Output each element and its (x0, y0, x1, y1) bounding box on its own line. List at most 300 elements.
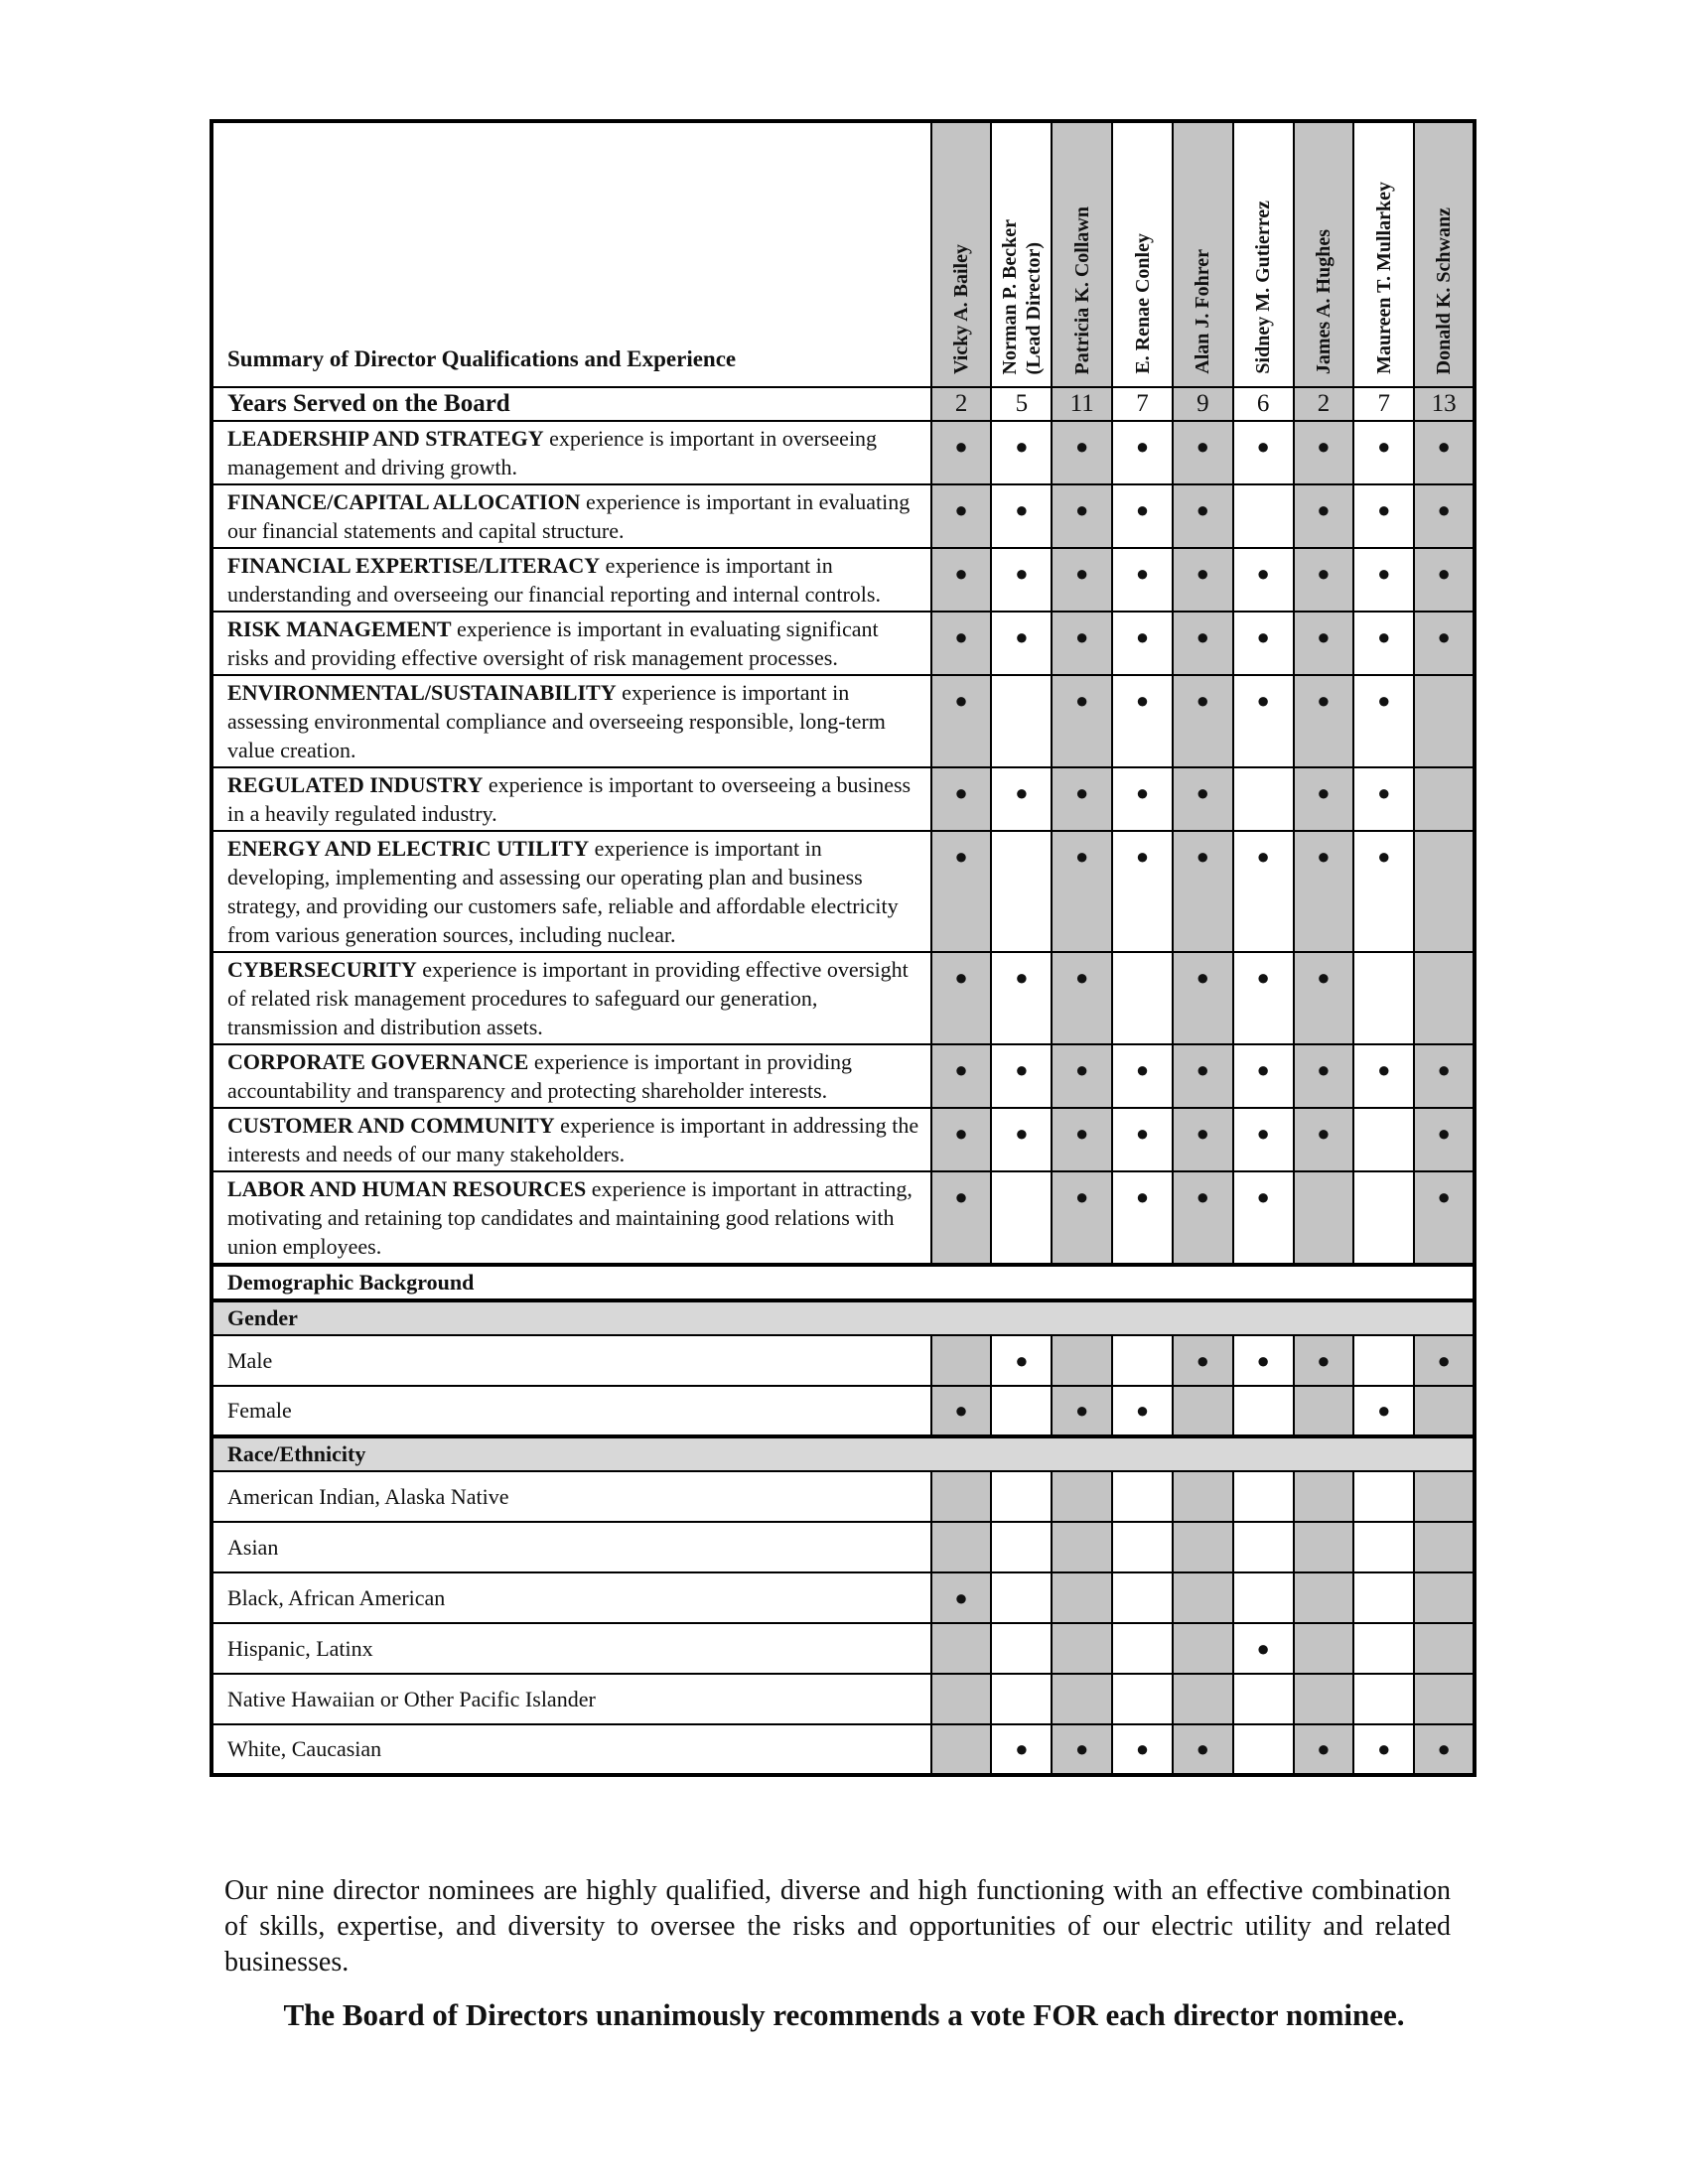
summary-paragraph: Our nine director nominees are highly qualified, diverse and high functioning with an effective combination of skills, expertise, and diversity to oversee the risks and opportunities of our electric utility and related businesses. (224, 1875, 1451, 1978)
skill-row (211, 831, 1475, 952)
bullet-mark: ● (954, 1184, 968, 1209)
skill-mark-cell (991, 831, 1052, 952)
bullet-mark: ● (1075, 688, 1089, 713)
skill-mark-cell (1294, 421, 1354, 484)
gender-row (211, 1386, 1475, 1436)
bullet-mark: ● (1075, 1057, 1089, 1082)
bullet-mark: ● (1015, 965, 1029, 990)
director-role: (Lead Director) (1022, 241, 1045, 374)
skill-row (211, 767, 1475, 831)
skill-mark-cell (991, 612, 1052, 675)
years-value: 7 (1353, 387, 1414, 421)
director-header (931, 121, 992, 387)
skill-mark-cell (1112, 612, 1173, 675)
race-heading-row (211, 1436, 1475, 1471)
skill-description (211, 952, 931, 1044)
race-label: American Indian, Alaska Native (211, 1471, 931, 1522)
bullet-mark: ● (1015, 1736, 1029, 1761)
bullet-mark: ● (1437, 1347, 1451, 1373)
skill-title: FINANCE/CAPITAL ALLOCATION (227, 489, 581, 514)
bullet-mark: ● (1015, 434, 1029, 459)
skill-row (211, 1171, 1475, 1265)
race-mark-cell (931, 1471, 992, 1522)
bullet-mark: ● (1317, 1057, 1331, 1082)
years-value: 2 (1294, 387, 1354, 421)
race-mark-cell (1112, 1471, 1173, 1522)
bullet-mark: ● (1256, 1121, 1270, 1146)
race-mark-cell (931, 1674, 992, 1724)
bullet-mark: ● (1317, 1736, 1331, 1761)
skill-mark-cell (931, 767, 992, 831)
race-mark-cell (1233, 1471, 1294, 1522)
skill-mark-cell (1233, 831, 1294, 952)
race-mark-cell (1173, 1572, 1233, 1623)
skill-mark-cell (1112, 421, 1173, 484)
skill-mark-cell (931, 1108, 992, 1171)
skill-mark-cell (1353, 675, 1414, 767)
race-label: Native Hawaiian or Other Pacific Islander (211, 1674, 931, 1724)
bullet-mark: ● (954, 1057, 968, 1082)
director-header (1052, 121, 1112, 387)
gender-mark-cell (1112, 1335, 1173, 1386)
bullet-mark: ● (954, 780, 968, 805)
skill-mark-cell (991, 484, 1052, 548)
race-mark-cell (1233, 1522, 1294, 1572)
skill-mark-cell (1173, 548, 1233, 612)
skill-mark-cell (1233, 1171, 1294, 1265)
bullet-mark: ● (954, 561, 968, 586)
skill-mark-cell (1052, 952, 1112, 1044)
race-mark-cell (1414, 1674, 1475, 1724)
years-value: 2 (931, 387, 992, 421)
race-mark-cell (1052, 1674, 1112, 1724)
bullet-mark: ● (1135, 688, 1150, 713)
race-row (211, 1623, 1475, 1674)
skill-mark-cell (1353, 831, 1414, 952)
skill-mark-cell (1353, 612, 1414, 675)
bullet-mark: ● (1317, 965, 1331, 990)
demographic-section-row (211, 1265, 1475, 1300)
bullet-mark: ● (1256, 1635, 1270, 1661)
gender-mark-cell (1052, 1335, 1112, 1386)
skill-row (211, 548, 1475, 612)
gender-mark-cell (991, 1335, 1052, 1386)
skill-mark-cell (1173, 1171, 1233, 1265)
gender-mark-cell (1233, 1335, 1294, 1386)
bullet-mark: ● (954, 1398, 968, 1423)
bullet-mark: ● (1196, 1347, 1209, 1373)
director-name-line: Alan J. Fohrer (1192, 249, 1214, 374)
bullet-mark: ● (1377, 434, 1391, 459)
skill-detail: experience is important to overseeing a business in a heavily regulated industry. (227, 772, 912, 826)
years-label: Years Served on the Board (211, 387, 931, 421)
skill-mark-cell (1414, 767, 1475, 831)
race-mark-cell (991, 1623, 1052, 1674)
race-label: Asian (211, 1522, 931, 1572)
skill-mark-cell (1414, 484, 1475, 548)
skill-mark-cell (1233, 1044, 1294, 1108)
director-header (991, 121, 1052, 387)
years-value: 11 (1052, 387, 1112, 421)
bullet-mark: ● (1196, 434, 1209, 459)
bullet-mark: ● (1135, 497, 1150, 522)
skill-mark-cell (1052, 1044, 1112, 1108)
bullet-mark: ● (1437, 1736, 1451, 1761)
bullet-mark: ● (1377, 1057, 1391, 1082)
director-name-line: Patricia K. Collawn (1070, 205, 1093, 374)
skill-detail: experience is important in providing accountability and transparency and protecting shareholder interests. (227, 1049, 852, 1103)
bullet-mark: ● (1317, 561, 1331, 586)
bullet-mark: ● (954, 1121, 968, 1146)
bullet-mark: ● (1196, 624, 1209, 649)
skill-mark-cell (991, 548, 1052, 612)
skill-mark-cell (1112, 952, 1173, 1044)
skill-detail: experience is important in developing, implementing and assessing our operating plan and business strategy, and providing our customers safe, reliable and affordable electricity from various generation sources, including nuclear. (227, 836, 899, 947)
race-row (211, 1572, 1475, 1623)
director-name (1432, 207, 1456, 374)
director-header (1414, 121, 1475, 387)
skill-mark-cell (1173, 612, 1233, 675)
bullet-mark: ● (1135, 1057, 1150, 1082)
skill-mark-cell (931, 421, 992, 484)
race-mark-cell (1173, 1623, 1233, 1674)
skill-title: LEADERSHIP AND STRATEGY (227, 426, 544, 451)
years-value: 13 (1414, 387, 1475, 421)
skill-mark-cell (991, 767, 1052, 831)
bullet-mark: ● (1015, 1121, 1029, 1146)
skill-mark-cell (1112, 831, 1173, 952)
skill-mark-cell (1294, 484, 1354, 548)
skill-mark-cell (1112, 548, 1173, 612)
bullet-mark: ● (1135, 434, 1150, 459)
bullet-mark: ● (1135, 844, 1150, 869)
skill-mark-cell (991, 1171, 1052, 1265)
race-mark-cell (931, 1572, 992, 1623)
race-mark-cell (1414, 1522, 1475, 1572)
bullet-mark: ● (1015, 624, 1029, 649)
bullet-mark: ● (1317, 780, 1331, 805)
bullet-mark: ● (954, 965, 968, 990)
skill-mark-cell (1112, 484, 1173, 548)
skill-mark-cell (1052, 612, 1112, 675)
bullet-mark: ● (1135, 561, 1150, 586)
skill-mark-cell (1294, 767, 1354, 831)
bullet-mark: ● (1377, 497, 1391, 522)
bullet-mark: ● (1437, 497, 1451, 522)
bullet-mark: ● (1135, 1398, 1150, 1423)
skill-description (211, 484, 931, 548)
bullet-mark: ● (1196, 1736, 1209, 1761)
skill-mark-cell (1414, 612, 1475, 675)
skill-title: RISK MANAGEMENT (227, 616, 452, 641)
skill-mark-cell (1112, 675, 1173, 767)
bullet-mark: ● (1135, 1736, 1150, 1761)
director-name (1191, 249, 1214, 374)
gender-mark-cell (1414, 1335, 1475, 1386)
bullet-mark: ● (1377, 844, 1391, 869)
gender-mark-cell (1414, 1386, 1475, 1436)
years-value: 7 (1112, 387, 1173, 421)
bullet-mark: ● (1377, 688, 1391, 713)
skill-description (211, 612, 931, 675)
bullet-mark: ● (954, 497, 968, 522)
skill-mark-cell (1353, 767, 1414, 831)
gender-mark-cell (1353, 1335, 1414, 1386)
director-header (1353, 121, 1414, 387)
race-mark-cell (1353, 1674, 1414, 1724)
skill-mark-cell (931, 952, 992, 1044)
race-mark-cell (1353, 1724, 1414, 1775)
gender-mark-cell (991, 1386, 1052, 1436)
bullet-mark: ● (1075, 497, 1089, 522)
race-mark-cell (931, 1724, 992, 1775)
skill-mark-cell (1052, 421, 1112, 484)
skill-mark-cell (1294, 831, 1354, 952)
director-name (1131, 233, 1155, 374)
header-row (211, 121, 1475, 387)
skill-description (211, 421, 931, 484)
skill-mark-cell (1414, 1171, 1475, 1265)
skill-mark-cell (1173, 831, 1233, 952)
years-value: 6 (1233, 387, 1294, 421)
race-mark-cell (1052, 1623, 1112, 1674)
bullet-mark: ● (1377, 1736, 1391, 1761)
bullet-mark: ● (1196, 1121, 1209, 1146)
race-mark-cell (1414, 1572, 1475, 1623)
skill-detail: experience is important in addressing the interests and needs of our many stakeholders. (227, 1113, 919, 1166)
race-mark-cell (1294, 1724, 1354, 1775)
bullet-mark: ● (954, 1584, 968, 1610)
skill-description (211, 1108, 931, 1171)
skill-description (211, 675, 931, 767)
skill-mark-cell (1294, 952, 1354, 1044)
bullet-mark: ● (1015, 1057, 1029, 1082)
skill-title: CYBERSECURITY (227, 957, 417, 982)
bullet-mark: ● (1377, 780, 1391, 805)
bullet-mark: ● (1075, 1184, 1089, 1209)
skill-row (211, 675, 1475, 767)
race-mark-cell (1414, 1724, 1475, 1775)
skill-mark-cell (991, 675, 1052, 767)
skill-mark-cell (1294, 1044, 1354, 1108)
skill-mark-cell (931, 1044, 992, 1108)
bullet-mark: ● (1075, 844, 1089, 869)
gender-row (211, 1335, 1475, 1386)
race-row (211, 1674, 1475, 1724)
gender-heading: Gender (211, 1300, 1475, 1335)
years-row (211, 387, 1475, 421)
skill-detail: experience is important in providing effective oversight of related risk management procedures to safeguard our generation, transmission and distribution assets. (227, 957, 909, 1039)
bullet-mark: ● (1015, 1347, 1029, 1373)
bullet-mark: ● (1196, 497, 1209, 522)
skill-mark-cell (1112, 767, 1173, 831)
skill-description (211, 548, 931, 612)
skill-mark-cell (931, 675, 992, 767)
race-mark-cell (991, 1674, 1052, 1724)
director-name (998, 219, 1046, 374)
bullet-mark: ● (1256, 1347, 1270, 1373)
skill-mark-cell (1233, 484, 1294, 548)
skill-mark-cell (1294, 1108, 1354, 1171)
skill-mark-cell (1173, 767, 1233, 831)
bullet-mark: ● (1256, 561, 1270, 586)
skill-mark-cell (1414, 421, 1475, 484)
skill-detail: experience is important in attracting, motivating and retaining top candidates and maintaining good relations with union employees. (227, 1176, 913, 1259)
bullet-mark: ● (1437, 1121, 1451, 1146)
gender-mark-cell (931, 1386, 992, 1436)
skill-mark-cell (1052, 1108, 1112, 1171)
skill-mark-cell (1353, 1044, 1414, 1108)
race-mark-cell (1112, 1724, 1173, 1775)
skill-mark-cell (1052, 831, 1112, 952)
director-name-line: E. Renae Conley (1131, 233, 1154, 374)
skill-mark-cell (1353, 484, 1414, 548)
bullet-mark: ● (1196, 844, 1209, 869)
skill-detail: experience is important in understanding and overseeing our financial reporting and internal controls. (227, 553, 881, 607)
skill-detail: experience is important in evaluating significant risks and providing effective oversight of risk management processes. (227, 616, 879, 670)
director-name (1372, 182, 1396, 374)
bullet-mark: ● (1135, 780, 1150, 805)
skill-title: ENVIRONMENTAL/SUSTAINABILITY (227, 680, 617, 705)
race-mark-cell (991, 1522, 1052, 1572)
skill-mark-cell (1173, 1108, 1233, 1171)
bullet-mark: ● (1196, 1057, 1209, 1082)
skill-mark-cell (1233, 612, 1294, 675)
skill-detail: experience is important in assessing environmental compliance and overseeing responsible, long-term value creation. (227, 680, 886, 762)
race-mark-cell (931, 1623, 992, 1674)
director-name-line: Maureen T. Mullarkey (1372, 182, 1395, 374)
bullet-mark: ● (1075, 624, 1089, 649)
skill-detail: experience is important in overseeing management and driving growth. (227, 426, 878, 479)
bullet-mark: ● (1317, 688, 1331, 713)
director-name (1312, 229, 1336, 374)
skill-row (211, 612, 1475, 675)
skill-mark-cell (1233, 675, 1294, 767)
skill-mark-cell (991, 421, 1052, 484)
board-recommendation: The Board of Directors unanimously recommends a vote FOR each director nominee. (283, 1997, 1405, 2032)
skill-mark-cell (1414, 831, 1475, 952)
skill-mark-cell (1052, 675, 1112, 767)
bullet-mark: ● (1437, 1057, 1451, 1082)
skill-mark-cell (1233, 952, 1294, 1044)
bullet-mark: ● (1317, 844, 1331, 869)
race-mark-cell (991, 1572, 1052, 1623)
gender-mark-cell (1173, 1335, 1233, 1386)
director-name (1070, 206, 1094, 374)
director-name-line: James A. Hughes (1312, 228, 1335, 374)
bullet-mark: ● (954, 624, 968, 649)
skill-title: LABOR AND HUMAN RESOURCES (227, 1176, 587, 1201)
skill-mark-cell (991, 952, 1052, 1044)
skill-mark-cell (1353, 952, 1414, 1044)
skill-mark-cell (1414, 952, 1475, 1044)
bullet-mark: ● (1437, 561, 1451, 586)
bullet-mark: ● (1135, 624, 1150, 649)
bullet-mark: ● (1135, 1184, 1150, 1209)
race-mark-cell (1052, 1572, 1112, 1623)
skill-title: CORPORATE GOVERNANCE (227, 1049, 529, 1074)
bullet-mark: ● (1437, 624, 1451, 649)
race-mark-cell (1353, 1623, 1414, 1674)
skill-description (211, 1044, 931, 1108)
skill-mark-cell (1414, 675, 1475, 767)
skill-row (211, 1044, 1475, 1108)
skill-mark-cell (1173, 484, 1233, 548)
skill-mark-cell (1112, 1171, 1173, 1265)
race-mark-cell (1233, 1572, 1294, 1623)
skill-title: ENERGY AND ELECTRIC UTILITY (227, 836, 590, 861)
bullet-mark: ● (1256, 1057, 1270, 1082)
race-mark-cell (1233, 1724, 1294, 1775)
gender-label: Female (211, 1386, 931, 1436)
skill-title: FINANCIAL EXPERTISE/LITERACY (227, 553, 601, 578)
director-name-line: Donald K. Schwanz (1433, 206, 1456, 374)
skill-row (211, 421, 1475, 484)
race-label: White, Caucasian (211, 1724, 931, 1775)
race-mark-cell (1353, 1522, 1414, 1572)
bullet-mark: ● (1256, 624, 1270, 649)
skill-mark-cell (1233, 548, 1294, 612)
gender-mark-cell (1294, 1335, 1354, 1386)
race-mark-cell (1353, 1471, 1414, 1522)
skill-mark-cell (1294, 1171, 1354, 1265)
bullet-mark: ● (1075, 965, 1089, 990)
race-mark-cell (1294, 1623, 1354, 1674)
gender-mark-cell (931, 1335, 992, 1386)
skill-mark-cell (931, 548, 992, 612)
bullet-mark: ● (1196, 688, 1209, 713)
skill-mark-cell (1173, 952, 1233, 1044)
bullet-mark: ● (1075, 1121, 1089, 1146)
bullet-mark: ● (1256, 434, 1270, 459)
skill-description (211, 831, 931, 952)
race-mark-cell (1414, 1471, 1475, 1522)
skill-mark-cell (931, 1171, 992, 1265)
skill-mark-cell (931, 831, 992, 952)
race-mark-cell (1112, 1623, 1173, 1674)
gender-label: Male (211, 1335, 931, 1386)
skill-title: REGULATED INDUSTRY (227, 772, 484, 797)
bullet-mark: ● (1256, 965, 1270, 990)
gender-heading-row (211, 1300, 1475, 1335)
skill-mark-cell (1173, 1044, 1233, 1108)
bullet-mark: ● (954, 434, 968, 459)
gender-mark-cell (1294, 1386, 1354, 1436)
gender-mark-cell (1112, 1386, 1173, 1436)
race-mark-cell (991, 1471, 1052, 1522)
bullet-mark: ● (1256, 688, 1270, 713)
bullet-mark: ● (1075, 780, 1089, 805)
bullet-mark: ● (1377, 1398, 1391, 1423)
race-row (211, 1724, 1475, 1775)
director-header (1173, 121, 1233, 387)
race-mark-cell (1294, 1522, 1354, 1572)
gender-mark-cell (1173, 1386, 1233, 1436)
bullet-mark: ● (954, 688, 968, 713)
gender-mark-cell (1353, 1386, 1414, 1436)
bullet-mark: ● (1317, 497, 1331, 522)
demographic-heading: Demographic Background (211, 1265, 1475, 1300)
skill-mark-cell (931, 612, 992, 675)
race-row (211, 1471, 1475, 1522)
director-name-line: Vicky A. Bailey (950, 244, 973, 374)
race-mark-cell (1112, 1572, 1173, 1623)
bullet-mark: ● (1196, 561, 1209, 586)
bullet-mark: ● (1196, 780, 1209, 805)
director-name-line: Sidney M. Gutierrez (1252, 201, 1275, 374)
skill-mark-cell (991, 1108, 1052, 1171)
skill-mark-cell (1294, 675, 1354, 767)
